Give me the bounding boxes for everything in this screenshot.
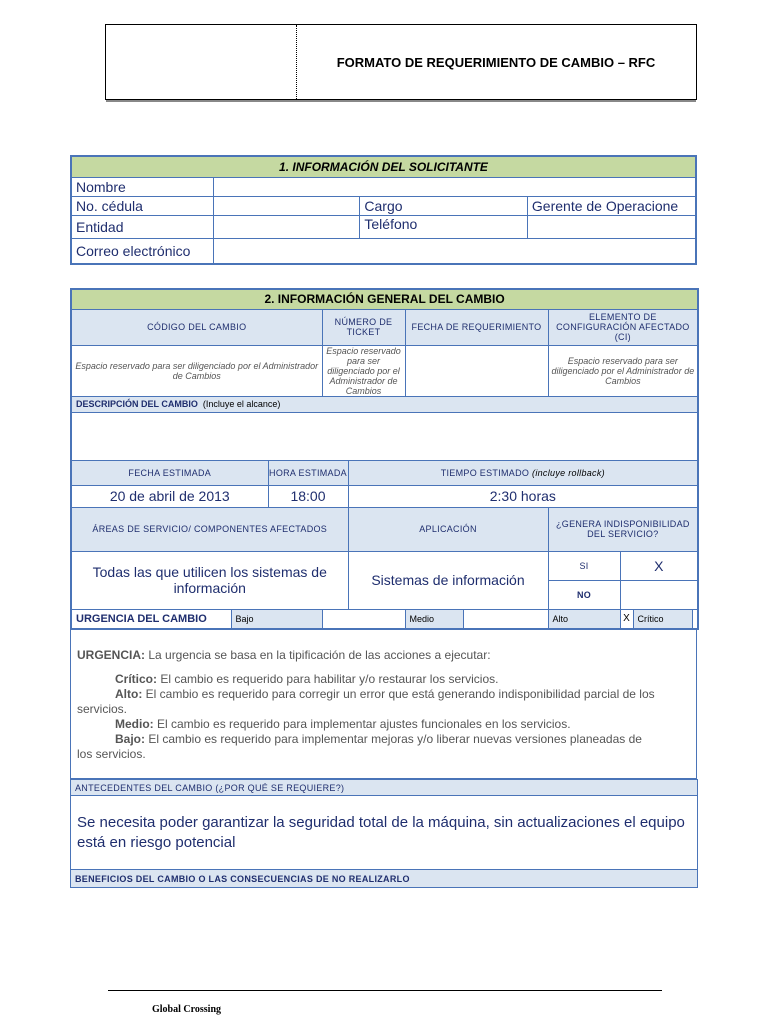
urgencia-explanation: [70, 628, 697, 779]
antecedentes-text[interactable]: Se necesita poder garantizar la seguridad total de la máquina, sin actualizaciones el equipo está en riesgo potencial: [71, 796, 698, 870]
antecedentes-section: [70, 779, 698, 888]
urgencia-alto-mark[interactable]: X: [620, 609, 633, 629]
urgencia-critico-mark[interactable]: [692, 609, 698, 629]
no-mark[interactable]: [620, 580, 698, 609]
genera-header: ¿GENERA INDISPONIBILIDAD DEL SERVICIO?: [548, 507, 698, 551]
aplicacion-value[interactable]: Sistemas de información: [348, 551, 548, 609]
hora-est-value[interactable]: 18:00: [268, 485, 348, 507]
telefono-label: Teléfono: [360, 215, 528, 238]
urgencia-medio: Medio: El cambio es requerido para implementar ajustes funcionales en los servicios.: [115, 717, 571, 731]
telefono-field[interactable]: [527, 215, 696, 238]
urgencia-bajo: Bajo: El cambio es requerido para implementar mejoras y/o liberar nuevas versiones planeadas de: [115, 732, 642, 746]
si-label: SI: [548, 551, 620, 580]
fecha-req-field[interactable]: [405, 345, 548, 396]
hora-est-header: HORA ESTIMADA: [268, 460, 348, 485]
descripcion-label: DESCRIPCIÓN DEL CAMBIO: [76, 399, 198, 409]
descripcion-header: [71, 396, 698, 412]
areas-value[interactable]: Todas las que utilicen los sistemas de información: [71, 551, 348, 609]
urgencia-medio-label: Medio: [405, 609, 463, 629]
cargo-label: Cargo: [360, 196, 528, 215]
nombre-field[interactable]: [213, 177, 696, 196]
urgencia-alto-label: Alto: [548, 609, 620, 629]
urgencia-intro: URGENCIA: La urgencia se basa en la tipificación de las acciones a ejecutar:: [77, 648, 491, 662]
urgencia-bajo-mark[interactable]: [322, 609, 405, 629]
correo-field[interactable]: [213, 238, 696, 264]
form-header: [105, 24, 697, 100]
cambio-section: [70, 288, 699, 630]
urgencia-alto: Alto: El cambio es requerido para corregir un error que está generando indisponibilidad parcial de los: [115, 687, 655, 701]
urgencia-alto-cont: servicios.: [77, 702, 128, 716]
no-label: NO: [548, 580, 620, 609]
descripcion-field[interactable]: [71, 412, 698, 460]
si-mark[interactable]: X: [620, 551, 698, 580]
codigo-header: CÓDIGO DEL CAMBIO: [71, 309, 322, 345]
section-2-title: 2. INFORMACIÓN GENERAL DEL CAMBIO: [71, 289, 698, 309]
entidad-field[interactable]: [213, 215, 359, 238]
urgencia-critico-label: Crítico: [633, 609, 692, 629]
footer-divider: [108, 990, 662, 991]
solicitante-section: [70, 155, 697, 265]
tiempo-est-value[interactable]: 2:30 horas: [348, 485, 698, 507]
urgencia-critico: Crítico: El cambio es requerido para habilitar y/o restaurar los servicios.: [115, 672, 499, 686]
fecha-req-header: FECHA DE REQUERIMIENTO: [405, 309, 548, 345]
section-1-title: 1. INFORMACIÓN DEL SOLICITANTE: [71, 156, 696, 177]
cedula-label: No. cédula: [71, 196, 213, 215]
elemento-note: Espacio reservado para ser diligenciado por el Administrador de Cambios: [548, 345, 698, 396]
ticket-header: NÚMERO DE TICKET: [322, 309, 405, 345]
form-title: FORMATO DE REQUERIMIENTO DE CAMBIO – RFC: [336, 54, 656, 70]
tiempo-est-header: [348, 460, 698, 485]
cedula-field[interactable]: [213, 196, 359, 215]
aplicacion-header: APLICACIÓN: [348, 507, 548, 551]
areas-header: ÁREAS DE SERVICIO/ COMPONENTES AFECTADOS: [71, 507, 348, 551]
urgencia-label: URGENCIA DEL CAMBIO: [71, 609, 231, 629]
urgencia-bajo-cont: los servicios.: [77, 747, 146, 761]
antecedentes-header: ANTECEDENTES DEL CAMBIO (¿POR QUÉ SE REQUIERE?): [71, 780, 698, 796]
logo-area: [106, 25, 297, 99]
descripcion-note: (Incluye el alcance): [202, 399, 281, 409]
fecha-est-header: FECHA ESTIMADA: [71, 460, 268, 485]
codigo-note: Espacio reservado para ser diligenciado por el Administrador de Cambios: [71, 345, 322, 396]
footer-company: Global Crossing: [152, 1004, 221, 1015]
entidad-label: Entidad: [71, 215, 213, 238]
cargo-field[interactable]: Gerente de Operacione: [527, 196, 696, 215]
tiempo-est-label: TIEMPO ESTIMADO: [440, 467, 530, 478]
header-shadow: [106, 100, 696, 102]
tiempo-est-note: (incluye rollback): [532, 467, 605, 478]
urgencia-bajo-label: Bajo: [231, 609, 322, 629]
nombre-label: Nombre: [71, 177, 213, 196]
beneficios-header: BENEFICIOS DEL CAMBIO O LAS CONSECUENCIAS DE NO REALIZARLO: [71, 870, 698, 888]
ticket-note: Espacio reservado para ser diligenciado por el Administrador de Cambios: [322, 345, 405, 396]
elemento-header: ELEMENTO DE CONFIGURACIÓN AFECTADO (CI): [548, 309, 698, 345]
correo-label: Correo electrónico: [71, 238, 213, 264]
urgencia-medio-mark[interactable]: [463, 609, 548, 629]
fecha-est-value[interactable]: 20 de abril de 2013: [71, 485, 268, 507]
